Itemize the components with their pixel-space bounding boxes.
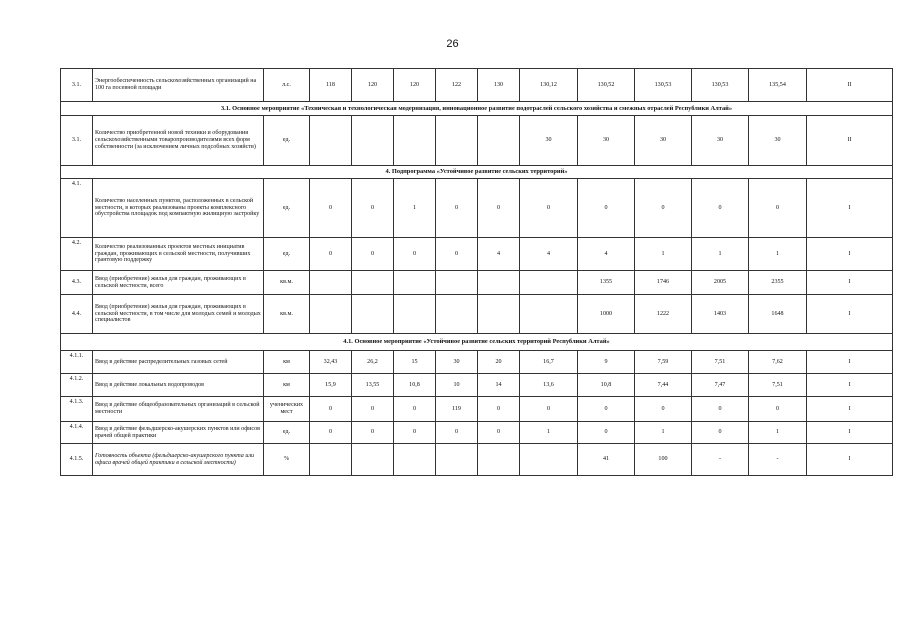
indicator-name: Количество населенных пунктов, расположенных в сельской местности, в которых реализованы проекты комплексного обустройства площадок под компактную жилищную застройку bbox=[93, 179, 264, 238]
value-cell: 0 bbox=[692, 422, 749, 444]
mark-cell: I bbox=[807, 238, 893, 271]
table-row bbox=[61, 444, 893, 476]
row-number: 4.2. bbox=[61, 238, 93, 271]
value-cell: 1355 bbox=[578, 271, 635, 295]
value-cell bbox=[436, 116, 478, 166]
value-cell: - bbox=[692, 444, 749, 476]
value-cell: 10,8 bbox=[578, 374, 635, 397]
value-cell: 7,51 bbox=[749, 374, 807, 397]
indicators-table bbox=[60, 68, 893, 476]
table-body bbox=[61, 69, 893, 476]
value-cell: 119 bbox=[436, 397, 478, 422]
value-cell bbox=[352, 271, 394, 295]
value-cell bbox=[352, 116, 394, 166]
section-title: 4.1. Основное мероприятие «Устойчивое развитие сельских территорий Республики Алтай» bbox=[61, 334, 893, 351]
mark-cell: I bbox=[807, 179, 893, 238]
value-cell bbox=[478, 116, 520, 166]
mark-cell: I bbox=[807, 374, 893, 397]
value-cell: 7,47 bbox=[692, 374, 749, 397]
section-row bbox=[61, 166, 893, 179]
mark-cell: I bbox=[807, 295, 893, 334]
value-cell bbox=[436, 444, 478, 476]
value-cell: 4 bbox=[520, 238, 578, 271]
indicator-name: Количество приобретенной новой техники и оборудования сельскохозяйственными товаропроизводителями всех форм собственности (за исключением личных подсобных хозяйств) bbox=[93, 116, 264, 166]
value-cell: 120 bbox=[394, 69, 436, 102]
table-row bbox=[61, 397, 893, 422]
value-cell: 4 bbox=[478, 238, 520, 271]
value-cell: 0 bbox=[310, 238, 352, 271]
table-row bbox=[61, 295, 893, 334]
value-cell: 0 bbox=[436, 238, 478, 271]
value-cell: 0 bbox=[749, 179, 807, 238]
value-cell: 0 bbox=[310, 397, 352, 422]
mark-cell: I bbox=[807, 351, 893, 374]
value-cell: 4 bbox=[578, 238, 635, 271]
value-cell: 2355 bbox=[749, 271, 807, 295]
row-number: 4.1.1. bbox=[61, 351, 93, 374]
value-cell: 135,54 bbox=[749, 69, 807, 102]
value-cell: 10,8 bbox=[394, 374, 436, 397]
value-cell: 1 bbox=[394, 179, 436, 238]
unit-cell: кв.м. bbox=[264, 295, 310, 334]
value-cell bbox=[478, 271, 520, 295]
value-cell: 41 bbox=[578, 444, 635, 476]
row-number: 4.1.5. bbox=[61, 444, 93, 476]
value-cell: 13,6 bbox=[520, 374, 578, 397]
table-row bbox=[61, 69, 893, 102]
row-number: 4.1.2. bbox=[61, 374, 93, 397]
indicator-name: Ввод в действие локальных водопроводов bbox=[93, 374, 264, 397]
unit-cell: км bbox=[264, 374, 310, 397]
value-cell: 120 bbox=[352, 69, 394, 102]
section-title: 3.1. Основное мероприятие «Техническая и технологическая модернизация, инновационное развитие подотраслей сельского хозяйства и смежных отраслей Республики Алтай» bbox=[61, 102, 893, 116]
value-cell: 14 bbox=[478, 374, 520, 397]
value-cell: 0 bbox=[352, 238, 394, 271]
value-cell bbox=[520, 295, 578, 334]
indicator-name: Ввод (приобретение) жилья для граждан, проживающих в сельской местности, всего bbox=[93, 271, 264, 295]
value-cell: 7,59 bbox=[635, 351, 692, 374]
value-cell: 1 bbox=[749, 422, 807, 444]
value-cell: 0 bbox=[635, 397, 692, 422]
value-cell: 1746 bbox=[635, 271, 692, 295]
value-cell: 30 bbox=[635, 116, 692, 166]
mark-cell: I bbox=[807, 444, 893, 476]
value-cell: 1222 bbox=[635, 295, 692, 334]
row-number: 4.3. bbox=[61, 271, 93, 295]
table-row bbox=[61, 116, 893, 166]
value-cell bbox=[310, 116, 352, 166]
table-row bbox=[61, 238, 893, 271]
mark-cell: II bbox=[807, 69, 893, 102]
value-cell: 130,53 bbox=[692, 69, 749, 102]
section-row bbox=[61, 102, 893, 116]
value-cell: 13,55 bbox=[352, 374, 394, 397]
value-cell: 0 bbox=[478, 397, 520, 422]
mark-cell: I bbox=[807, 397, 893, 422]
value-cell: 130,52 bbox=[578, 69, 635, 102]
value-cell: 0 bbox=[578, 397, 635, 422]
value-cell: 118 bbox=[310, 69, 352, 102]
value-cell: 7,51 bbox=[692, 351, 749, 374]
value-cell: 30 bbox=[692, 116, 749, 166]
unit-cell: % bbox=[264, 444, 310, 476]
mark-cell: I bbox=[807, 422, 893, 444]
table-row bbox=[61, 422, 893, 444]
value-cell: 1000 bbox=[578, 295, 635, 334]
value-cell: 32,43 bbox=[310, 351, 352, 374]
value-cell bbox=[310, 295, 352, 334]
value-cell: 26,2 bbox=[352, 351, 394, 374]
table-row bbox=[61, 179, 893, 238]
value-cell bbox=[520, 271, 578, 295]
row-number: 4.1. bbox=[61, 179, 93, 238]
indicator-name: Готовность объекта (фельдшерско-акушерского пункта или офиса врачей общей практики в сельской местности) bbox=[93, 444, 264, 476]
value-cell: 20 bbox=[478, 351, 520, 374]
value-cell: 1 bbox=[692, 238, 749, 271]
value-cell bbox=[394, 271, 436, 295]
unit-cell: ед. bbox=[264, 422, 310, 444]
mark-cell: II bbox=[807, 116, 893, 166]
value-cell: 0 bbox=[692, 397, 749, 422]
value-cell: 30 bbox=[436, 351, 478, 374]
value-cell: 122 bbox=[436, 69, 478, 102]
value-cell bbox=[394, 295, 436, 334]
unit-cell: ед. bbox=[264, 238, 310, 271]
mark-cell: I bbox=[807, 271, 893, 295]
value-cell: 10 bbox=[436, 374, 478, 397]
unit-cell: ед. bbox=[264, 116, 310, 166]
value-cell: 0 bbox=[310, 179, 352, 238]
value-cell: 0 bbox=[578, 422, 635, 444]
value-cell: 15 bbox=[394, 351, 436, 374]
value-cell: 0 bbox=[635, 179, 692, 238]
row-number: 3.1. bbox=[61, 69, 93, 102]
unit-cell: л.с. bbox=[264, 69, 310, 102]
section-title: 4. Подпрограмма «Устойчивое развитие сельских территорий» bbox=[61, 166, 893, 179]
value-cell: 30 bbox=[749, 116, 807, 166]
row-number: 4.1.3. bbox=[61, 397, 93, 422]
value-cell: 130,53 bbox=[635, 69, 692, 102]
value-cell: 0 bbox=[478, 179, 520, 238]
row-number: 4.4. bbox=[61, 295, 93, 334]
indicator-name: Ввод в действие распределительных газовых сетей bbox=[93, 351, 264, 374]
value-cell: 100 bbox=[635, 444, 692, 476]
value-cell: 16,7 bbox=[520, 351, 578, 374]
value-cell: 30 bbox=[578, 116, 635, 166]
value-cell bbox=[520, 444, 578, 476]
value-cell bbox=[436, 271, 478, 295]
table-row bbox=[61, 374, 893, 397]
value-cell: 0 bbox=[520, 397, 578, 422]
value-cell: 1 bbox=[520, 422, 578, 444]
indicator-name: Энергообеспеченность сельскохозяйственных организаций на 100 га посевной площади bbox=[93, 69, 264, 102]
value-cell: - bbox=[749, 444, 807, 476]
value-cell: 1 bbox=[749, 238, 807, 271]
value-cell bbox=[352, 295, 394, 334]
value-cell: 0 bbox=[352, 179, 394, 238]
value-cell: 7,62 bbox=[749, 351, 807, 374]
value-cell bbox=[394, 116, 436, 166]
value-cell: 1403 bbox=[692, 295, 749, 334]
value-cell: 0 bbox=[352, 422, 394, 444]
value-cell: 0 bbox=[310, 422, 352, 444]
value-cell: 9 bbox=[578, 351, 635, 374]
value-cell: 2005 bbox=[692, 271, 749, 295]
value-cell bbox=[310, 444, 352, 476]
value-cell: 0 bbox=[749, 397, 807, 422]
value-cell: 130 bbox=[478, 69, 520, 102]
value-cell bbox=[310, 271, 352, 295]
value-cell: 0 bbox=[436, 422, 478, 444]
indicator-name: Ввод в действие фельдшерско-акушерских пунктов или офисов врачей общей практики bbox=[93, 422, 264, 444]
table-row bbox=[61, 351, 893, 374]
row-number: 3.1. bbox=[61, 116, 93, 166]
value-cell bbox=[394, 444, 436, 476]
value-cell: 0 bbox=[578, 179, 635, 238]
section-row bbox=[61, 334, 893, 351]
value-cell: 1 bbox=[635, 422, 692, 444]
value-cell: 15,9 bbox=[310, 374, 352, 397]
value-cell bbox=[478, 295, 520, 334]
value-cell bbox=[436, 295, 478, 334]
value-cell bbox=[352, 444, 394, 476]
value-cell: 30 bbox=[520, 116, 578, 166]
value-cell: 1 bbox=[635, 238, 692, 271]
value-cell: 0 bbox=[394, 397, 436, 422]
unit-cell: км bbox=[264, 351, 310, 374]
row-number: 4.1.4. bbox=[61, 422, 93, 444]
value-cell: 0 bbox=[394, 422, 436, 444]
value-cell: 0 bbox=[394, 238, 436, 271]
value-cell: 0 bbox=[352, 397, 394, 422]
indicator-name: Количество реализованных проектов местных инициатив граждан, проживающих в сельской местности, получивших грантовую поддержку bbox=[93, 238, 264, 271]
value-cell: 0 bbox=[520, 179, 578, 238]
value-cell: 0 bbox=[436, 179, 478, 238]
value-cell: 130,12 bbox=[520, 69, 578, 102]
indicator-name: Ввод в действие общеобразовательных организаций в сельской местности bbox=[93, 397, 264, 422]
table-row bbox=[61, 271, 893, 295]
value-cell: 0 bbox=[478, 422, 520, 444]
value-cell bbox=[478, 444, 520, 476]
page-number: 26 bbox=[446, 38, 459, 50]
value-cell: 0 bbox=[692, 179, 749, 238]
unit-cell: ученических мест bbox=[264, 397, 310, 422]
unit-cell: ед. bbox=[264, 179, 310, 238]
indicator-name: Ввод (приобретение) жилья для граждан, проживающих в сельской местности, в том числе для молодых семей и молодых специалистов bbox=[93, 295, 264, 334]
value-cell: 7,44 bbox=[635, 374, 692, 397]
unit-cell: кв.м. bbox=[264, 271, 310, 295]
value-cell: 1648 bbox=[749, 295, 807, 334]
